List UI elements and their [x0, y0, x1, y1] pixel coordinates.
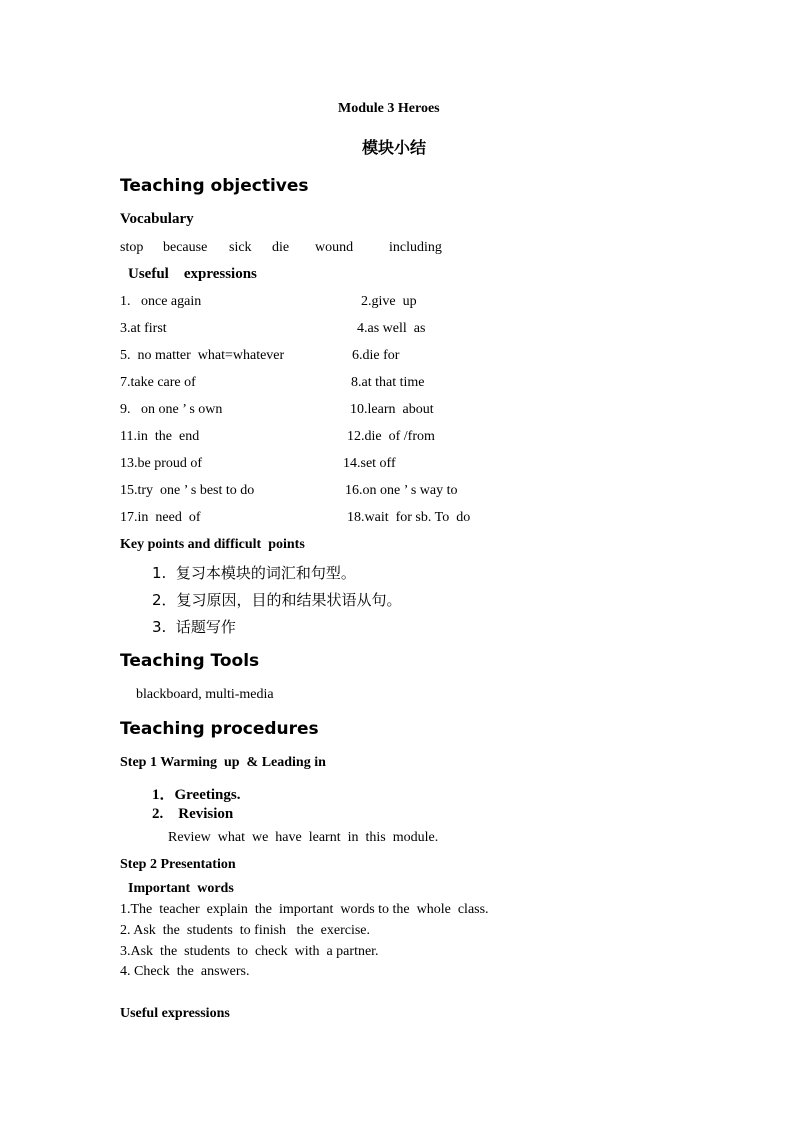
keypoint-item: 2．复习原因，目的和结果状语从句。	[152, 591, 402, 609]
vocab-word: because	[163, 240, 208, 255]
expression-item: 11.in the end	[120, 429, 200, 444]
teaching-tools-text: blackboard, multi-media	[136, 687, 274, 702]
vocab-word: stop	[120, 240, 144, 255]
expression-item: 8.at that time	[351, 375, 425, 390]
expression-item: 18.wait for sb. To do	[347, 510, 471, 525]
expression-item: 9. on one ’ s own	[120, 402, 223, 417]
heading-useful-expressions-2: Useful expressions	[120, 1006, 230, 1021]
keypoint-item: 3. 话题写作	[152, 618, 236, 636]
heading-teaching-procedures: Teaching procedures	[120, 719, 319, 739]
vocab-word: wound	[315, 240, 354, 255]
heading-step1: Step 1 Warming up & Leading in	[120, 755, 326, 770]
expression-item: 12.die of /from	[347, 429, 435, 444]
expression-item: 10.learn about	[350, 402, 434, 417]
vocab-word: including	[389, 240, 442, 255]
document-title: Module 3 Heroes	[338, 101, 440, 116]
expression-item: 7.take care of	[120, 375, 196, 390]
expression-item: 5. no matter what=whatever	[120, 348, 285, 363]
expression-item: 1. once again	[120, 294, 202, 309]
expression-item: 16.on one ’ s way to	[345, 483, 458, 498]
expression-item: 17.in need of	[120, 510, 201, 525]
heading-important-words: Important words	[128, 881, 234, 896]
heading-vocabulary: Vocabulary	[120, 211, 194, 227]
heading-step2: Step 2 Presentation	[120, 857, 236, 872]
expression-item: 14.set off	[343, 456, 396, 471]
step1-note: Review what we have learnt in this module.	[168, 830, 439, 845]
step1-item: 1．Greetings.	[152, 787, 241, 803]
heading-useful-expressions: Useful expressions	[128, 266, 257, 282]
heading-teaching-tools: Teaching Tools	[120, 651, 260, 671]
expression-item: 4.as well as	[357, 321, 426, 336]
document-subtitle: 模块小结	[362, 138, 427, 157]
step2-item: 1.The teacher explain the important words to the whole class.	[120, 902, 489, 917]
step2-item: 3.Ask the students to check with a partner.	[120, 944, 379, 959]
expression-item: 6.die for	[352, 348, 400, 363]
expression-item: 13.be proud of	[120, 456, 203, 471]
heading-key-points: Key points and difficult points	[120, 537, 305, 552]
step1-item: 2. Revision	[152, 806, 234, 822]
step2-item: 4. Check the answers.	[120, 964, 250, 979]
expression-item: 3.at first	[120, 321, 167, 336]
vocab-word: sick	[229, 240, 252, 255]
expression-item: 2.give up	[361, 294, 417, 309]
vocab-word: die	[272, 240, 290, 255]
expression-item: 15.try one ’ s best to do	[120, 483, 255, 498]
heading-teaching-objectives: Teaching objectives	[120, 176, 309, 196]
step2-item: 2. Ask the students to finish the exercise.	[120, 923, 371, 938]
keypoint-item: 1. 复习本模块的词汇和句型。	[152, 564, 356, 582]
